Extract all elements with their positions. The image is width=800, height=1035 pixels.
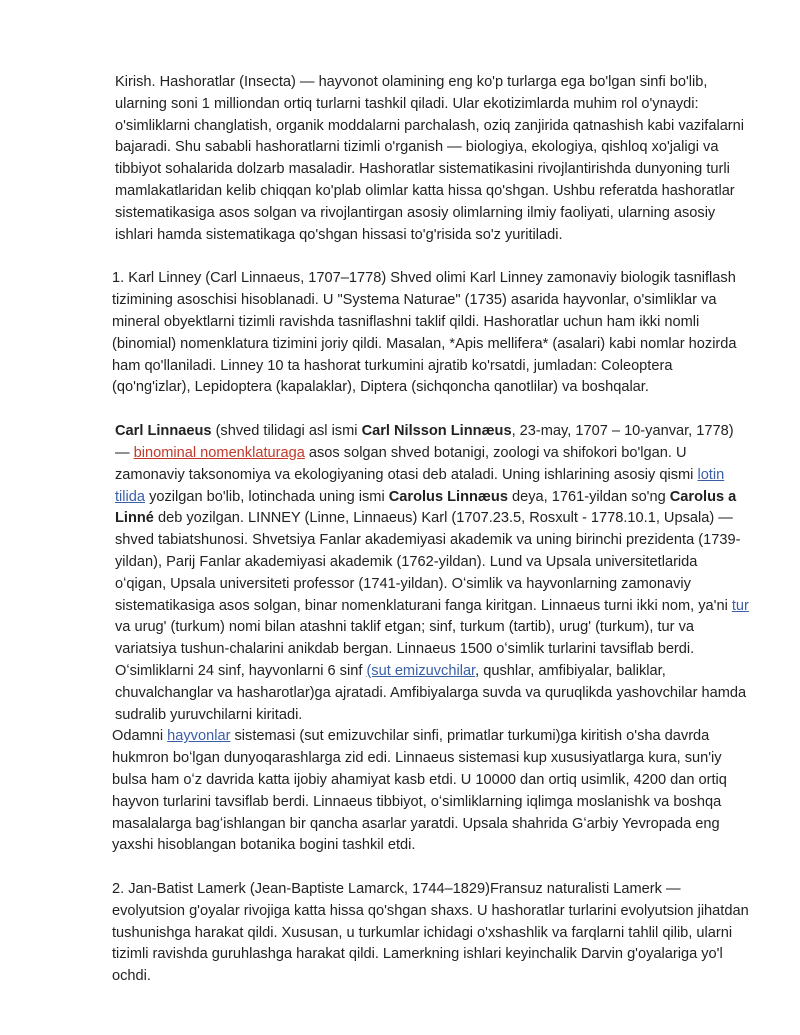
text-run: deya, 1761-yildan so'ng bbox=[507, 488, 670, 505]
linney-section-paragraph: 1. Karl Linney (Carl Linnaeus, 1707–1778) Shved olimi Karl Linney zamonaviy biologik tasniflash tizimining asoschisi hisoblanadi. U "Systema Naturae" (1735) asarida hayvonlar, o'simliklar va mineral obyektlarni tizimli ravishda tasniflashni taklif qildi. Hashoratlar uchun ham ikki nomli (binomial) nomenklatura tizimini joriy qildi. Masalan, *Apis mellifera* (asalari) kabi nomlar hozirda ham qo'llaniladi. Linney 10 ta hashorat turkumini ajratib ko'rsatdi, jumladan: Coleoptera (qo'ng'izlar), Lepidoptera (kapalaklar), Diptera (sichqoncha qanotlilar) va boshqalar. bbox=[112, 270, 737, 396]
text-run: yozilgan bo'lib, lotinchada uning ismi bbox=[145, 488, 389, 505]
text-run: sistemasi (sut emizuvchilar sinfi, primatlar turkumi)ga kiritish o'sha davrda hukmron boʻlgan dunyoqarashlarga zid edi. Linnaeus sistemasi kup xususiyatlarga kura, sun'iy bulsa ham oʻz davrida katta ijobiy ahamiyat kasb etdi. U 10000 dan ortiq usimlik, 4200 dan ortiq hayvon turlarini tavsiflab berdi. Linnaeus tibbiyot, oʻsimliklarning iqlimga moslanishk va boshqa masalalarga bagʻishlangan bir qancha asarlar yaratdi. Upsala shahrida Gʻarbiy Yevropada eng yaxshi hisoblangan botanika bogini tashkil etdi. bbox=[112, 728, 727, 854]
text-run: , 23-may, 1707 – 10-yanvar, 1778) — bbox=[115, 423, 734, 461]
animals-link[interactable]: hayvonlar bbox=[167, 728, 231, 745]
text-run: asos solgan shved botanigi, zoologi va shifokori bo'lgan. U zamonaviy taksonomiya va ekologiyaning otasi deb ataladi. Uning ishlarining asosiy qismi bbox=[115, 444, 698, 483]
document-page bbox=[112, 72, 752, 988]
mammals-link[interactable]: (sut emizuvchilar bbox=[366, 662, 476, 679]
text-run: va urug' (turkum) nomi bilan atashni taklif etgan; sinf, turkum (tartib), urug' (turkum), tur va variatsiya tushun-chalarini anikdab bergan. Linnaeus 1500 oʻsimlik turlarini tavsiflab berdi. Oʻsimliklarni 24 sinf, hayvonlarni 6 sinf bbox=[115, 619, 695, 679]
text-run: (shved tilidagi asl ismi bbox=[211, 423, 362, 440]
text-run: deb yozilgan. LINNEY (Linne, Linnaeus) Karl (1707.23.5, Rosxult - 1778.10.1, Upsala) — shved tabiatshunosi. Shvetsiya Fanlar akademiyasi akademik va uning birinchi prezidenta (1739-yildan), Parij Fanlar akademiyasi akademik (1762-yildan). Lund va Upsala universitetlarida oʻqigan, Upsala universiteti professor (1741-yildan). Oʻsimlik va hayvonlarning zamonaviy sistematikasiga asos solgan, binar nomenklaturani fanga kiritgan. Linnaeus turni ikki nom, ya'ni bbox=[115, 510, 741, 614]
carolus-a-linne-bold: Carolus a Linné bbox=[115, 488, 737, 527]
linnaeus-full-name-bold: Carl Nilsson Linnæus bbox=[361, 423, 512, 440]
latin-language-link[interactable]: lotin tilida bbox=[115, 466, 725, 505]
lamarck-section-paragraph: 2. Jan-Batist Lamerk (Jean-Baptiste Lamarck, 1744–1829)Fransuz naturalisti Lamerk — evolyutsion g'oyalar rivojiga katta hissa qo'shgan shaxs. U hashoratlar turlarini evolyutsion jihatdan tushunishga harakat qildi. Xususan, u turkumlar ichidagi o'xshashlik va farqlarni tahlil qilib, ularni tizimli ravishda guruhlashga harakat qildi. Lamerkning ishlari keyinchalik Darvin g'oyalariga yo'l ochdi. bbox=[112, 881, 749, 985]
human-classification-paragraph bbox=[112, 726, 752, 857]
carolus-linnaeus-bold: Carolus Linnæus bbox=[388, 488, 508, 505]
species-link[interactable]: tur bbox=[731, 597, 749, 614]
binominal-nomenclature-link[interactable]: binominal nomenklaturaga bbox=[133, 444, 305, 461]
linnaeus-biography-paragraph bbox=[112, 421, 752, 726]
linnaeus-name-bold: Carl Linnaeus bbox=[115, 423, 212, 440]
text-run: Odamni bbox=[112, 728, 168, 745]
text-run: , qushlar, amfibiyalar, baliklar, chuvalchanglar va hasharotlar)ga ajratadi. Amfibiyalarga suvda va quruqlikda yashovchilar hamda sudralib yuruvchilarni kiritadi. bbox=[115, 662, 747, 723]
intro-paragraph: Kirish. Hashoratlar (Insecta) — hayvonot olamining eng ko'p turlarga ega bo'lgan sinfi bo'lib, ularning soni 1 milliondan ortiq turlarni tashkil qiladi. Ular ekotizimlarda muhim rol o'ynaydi: o'simliklarni changlatish, organik moddalarni parchalash, oziq zanjirida qatnashish kabi vazifalarni bajaradi. Shu sababli hashoratlarni tizimli o'rganish — biologiya, ekologiya, qishloq xo'jaligi va tibbiyot sohalarida dolzarb masaladir. Hashoratlar sistematikasini rivojlantirishda dunyoning turli mamlakatlaridan kelib chiqqan ko'plab olimlar katta hissa qo'shgan. Ushbu referatda hashoratlar sistematikasiga asos solgan va rivojlantirgan asosiy olimlarning ilmiy faoliyati, ularning asosiy ishlari hamda sistematikaga qo'shgan hissasi to'g'risida so'z yuritiladi. bbox=[115, 74, 745, 243]
